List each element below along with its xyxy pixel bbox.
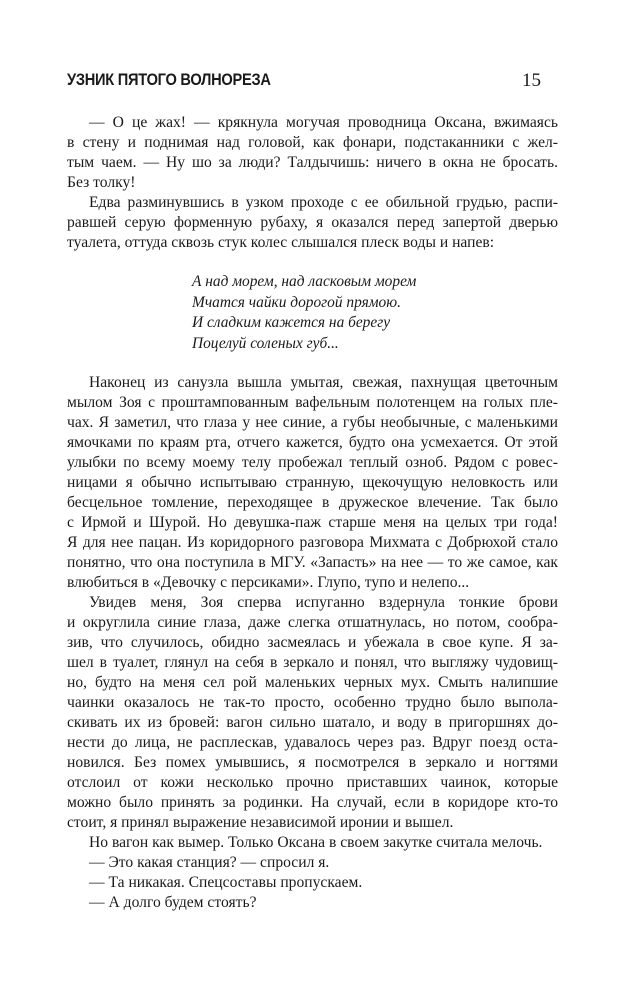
- paragraph: [67, 893, 558, 913]
- paragraph: [67, 873, 558, 893]
- text-line: шел в туалет, глянул на себя в зеркало и понял, что выгляжу чудовищ-: [67, 654, 558, 671]
- text-line: туалета, оттуда сквозь стук колес слышался плеск воды и напев:: [67, 234, 495, 251]
- paragraph: [67, 593, 558, 833]
- paragraph: [67, 373, 558, 593]
- text-line: чаинки оказалось не так-то просто, особенно трудно было выпола-: [67, 694, 558, 711]
- text-line: можно было принять за родинки. На случай, если в коридоре кто-то: [67, 794, 558, 811]
- text-line: — Это какая станция? — спросил я.: [89, 854, 330, 871]
- text-line: улыбки по всему моему телу пробежал теплый озноб. Рядом с ровес-: [67, 454, 558, 471]
- text-line: равшей серую форменную рубаху, я оказался перед запертой дверью: [67, 214, 558, 231]
- text-line: — О це жах! — крякнула могучая проводница Оксана, вжимаясь: [89, 114, 558, 131]
- text-line: мылом Зоя с проштампованным вафельным полотенцем на голых пле-: [67, 394, 558, 411]
- text-line: тым чаем. — Ну шо за люди? Талдычишь: ничего в окна не бросать.: [67, 154, 558, 171]
- running-header: [67, 70, 541, 94]
- body-text-bottom: [67, 373, 558, 913]
- text-line: Едва разминувшись в узком проходе с ее обильной грудью, распи-: [89, 194, 558, 211]
- text-line: Без толку!: [67, 174, 136, 191]
- paragraph: [67, 833, 558, 853]
- text-line: в стену и поднимая над головой, как фонари, подстаканники с жел-: [67, 134, 558, 151]
- text-line: ницами я обычно испытываю странную, щекочущую неловкость или: [67, 474, 558, 491]
- text-line: ямочками по краям рта, отчего кажется, будто она усмехается. От этой: [67, 434, 558, 451]
- verse-line: Мчатся чайки дорогой прямою.: [192, 293, 401, 311]
- text-line: понятно, что она поступила в МГУ. «Запасть» на нее — то же самое, как: [67, 554, 558, 571]
- text-line: — Та никакая. Спецсоставы пропускаем.: [89, 874, 363, 891]
- body-text-top: [67, 113, 558, 253]
- text-line: новился. Без помех умывшись, я посмотрелся в зеркало и ногтями: [67, 754, 558, 771]
- text-line: скивать их из бровей: вагон сильно шатало, и воду в пригоршнях до-: [67, 714, 558, 731]
- running-title: УЗНИК ПЯТОГО ВОЛНОРЕЗА: [67, 70, 271, 89]
- text-line: Увидев меня, Зоя сперва испуганно вздернула тонкие брови: [89, 594, 558, 611]
- paragraph: [67, 193, 558, 253]
- page-number: 15: [522, 70, 541, 91]
- verse-quote: [192, 272, 416, 355]
- text-line: Я для нее пацан. Из коридорного разговора Михмата с Добрюхой стало: [67, 534, 558, 551]
- text-line: стоит, я принял выражение независимой иронии и вышел.: [67, 814, 454, 831]
- text-line: бесцельное томление, переходящее в дружеское влечение. Так было: [67, 494, 558, 511]
- paragraph: [67, 113, 558, 193]
- verse-line: Поцелуй соленых губ...: [192, 335, 339, 353]
- verse-line: И сладким кажется на берегу: [192, 314, 391, 332]
- paragraph: [67, 853, 558, 873]
- text-line: и округлила синие глаза, даже слегка отшатнулась, но потом, сообра-: [67, 614, 558, 631]
- text-line: — А долго будем стоять?: [89, 894, 257, 911]
- text-line: отслоил от кожи несколько прочно приставших чаинок, которые: [67, 774, 558, 791]
- text-line: Наконец из санузла вышла умытая, свежая, пахнущая цветочным: [89, 374, 558, 391]
- verse-line: А над морем, над ласковым морем: [192, 273, 417, 290]
- text-line: влюбиться в «Девочку с персиками». Глупо, тупо и нелепо...: [67, 574, 470, 591]
- text-line: с Ирмой и Шурой. Но девушка-паж старше меня на целых три года!: [67, 514, 558, 531]
- text-line: зив, что случилось, обидно засмеялась и убежала в свое купе. Я за-: [67, 634, 558, 651]
- text-line: нести до лица, не расплескав, удавалось через раз. Вдруг поезд оста-: [67, 734, 558, 751]
- text-line: но, будто на меня сел рой маленьких черных мух. Смыть налипшие: [67, 674, 558, 691]
- text-line: чах. Я заметил, что глаза у нее синие, а губы необычные, с маленькими: [67, 414, 558, 431]
- text-line: Но вагон как вымер. Только Оксана в своем закутке считала мелочь.: [89, 834, 543, 851]
